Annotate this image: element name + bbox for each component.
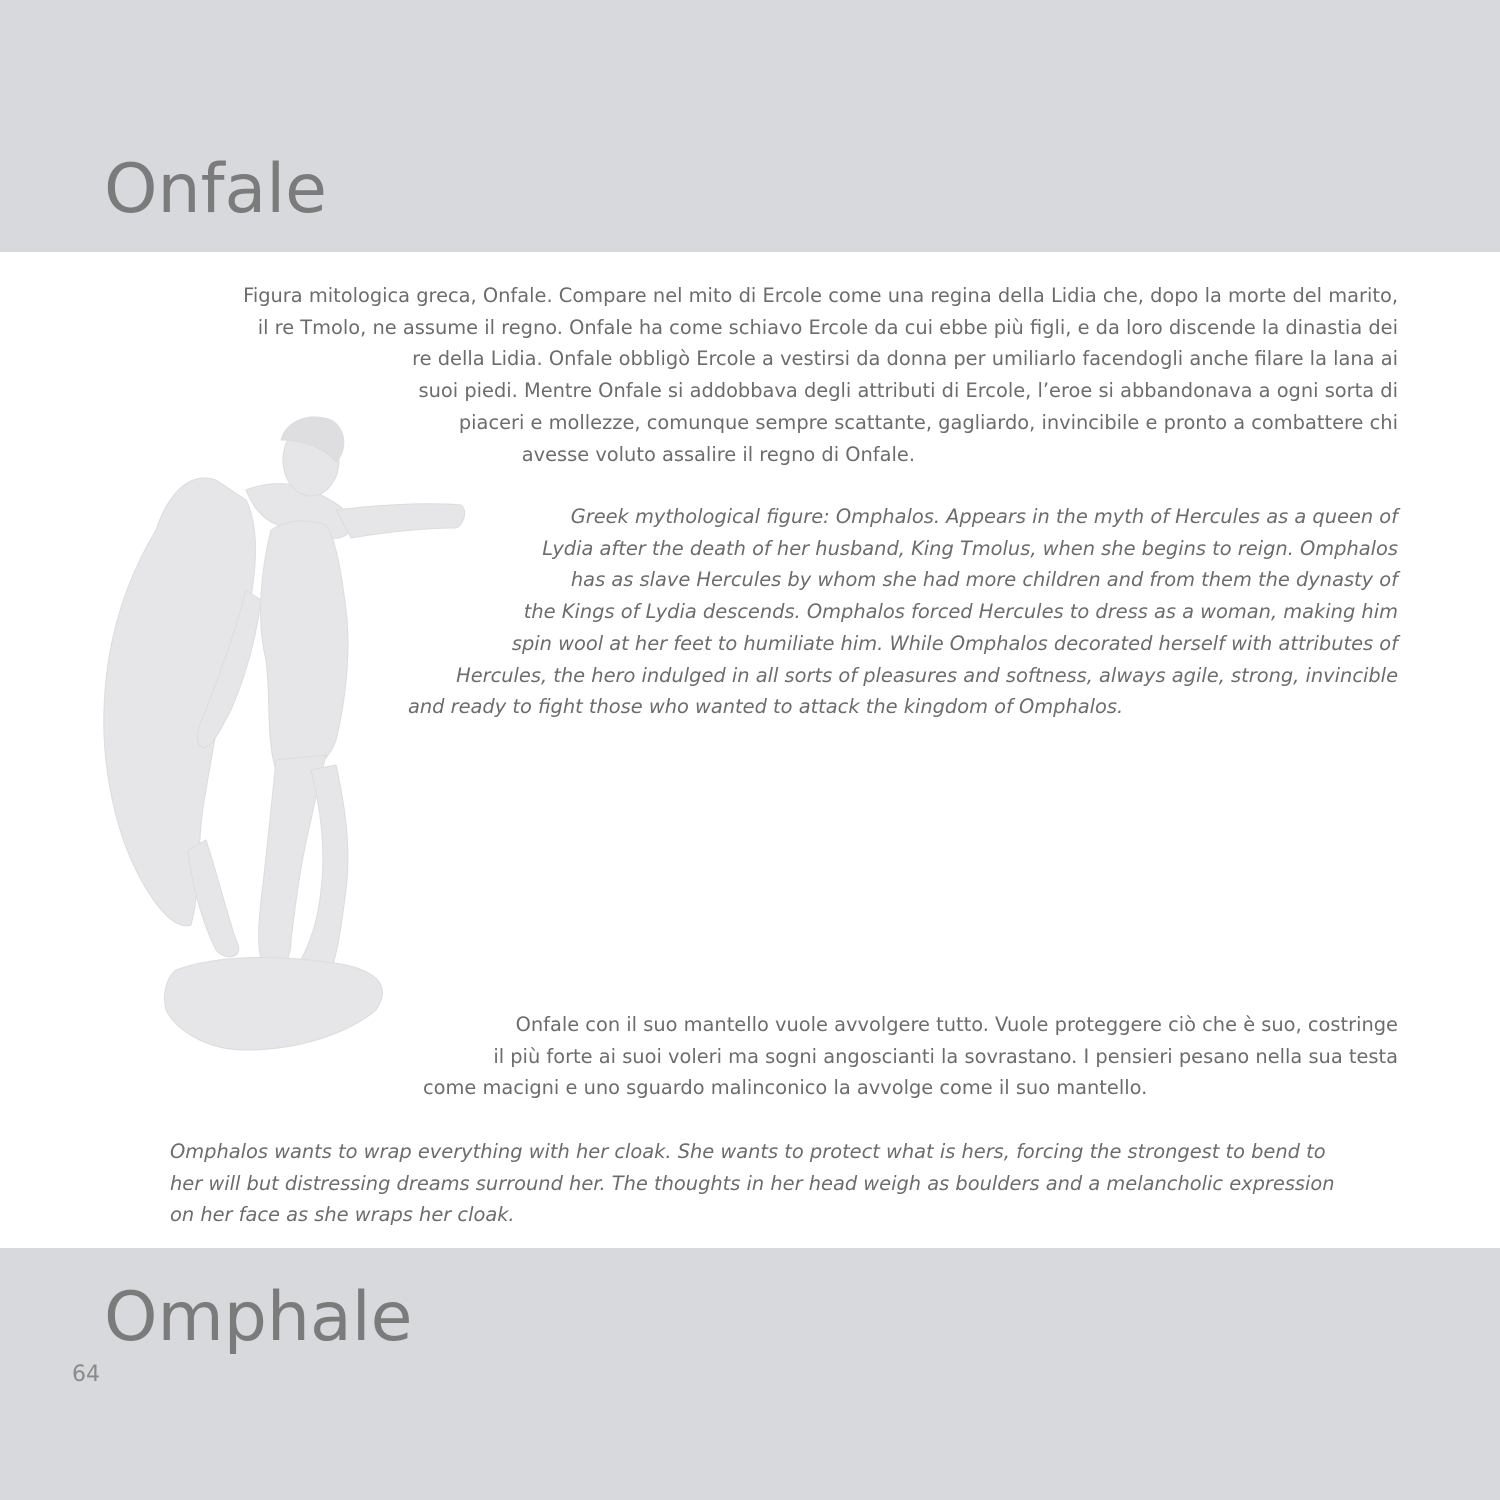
text-line: Figura mitologica greca, Onfale. Compare nel mito di Ercole come una regina della Lidia che, dopo la morte del marito,: [243, 284, 1398, 307]
text-line: her will but distressing dreams surround her. The thoughts in her head weigh as boulders and a melancholic expression: [170, 1171, 1335, 1195]
page-title: Onfale: [104, 150, 327, 229]
text-line: has as slave Hercules by whom she had more children and from them the dynasty of: [570, 568, 1398, 592]
text-line: suoi piedi. Mentre Onfale si addobbava degli attributi di Ercole, l’eroe si abbandonava a ogni sorta di: [418, 379, 1398, 403]
text-line: Greek mythological figure: Omphalos. Appears in the myth of Hercules as a queen of: [570, 505, 1398, 528]
text-line: Hercules, the hero indulged in all sorts of pleasures and softness, always agile, strong, invincible: [456, 663, 1398, 687]
italian-description: [160, 280, 1398, 470]
text-line: on her face as she wraps her cloak.: [170, 1203, 515, 1227]
text-line: the Kings of Lydia descends. Omphalos forced Hercules to dress as a woman, making him: [523, 600, 1398, 624]
header-band: [0, 0, 1500, 252]
text-line: Lydia after the death of her husband, King Tmolus, when she begins to reign. Omphalos: [542, 536, 1398, 560]
text-line: spin wool at her feet to humiliate him. While Omphalos decorated herself with attributes of: [511, 631, 1398, 655]
text-line: and ready to fight those who wanted to attack the kingdom of Omphalos.: [408, 695, 1124, 719]
footer-band: [0, 1248, 1500, 1500]
text-line: il più forte ai suoi voleri ma sogni angoscianti la sovrastano. I pensieri pesano nella sua testa: [493, 1044, 1398, 1068]
text-line: Omphalos wants to wrap everything with her cloak. She wants to protect what is hers, forcing the strongest to bend to: [170, 1140, 1326, 1163]
text-line: Onfale con il suo mantello vuole avvolgere tutto. Vuole proteggere ciò che è suo, costringe: [515, 1013, 1398, 1036]
text-line: piaceri e mollezze, comunque sempre scattante, gagliardo, invincibile e pronto a combattere chi: [458, 410, 1398, 434]
text-line: re della Lidia. Onfale obbligò Ercole a vestirsi da donna per umiliarlo facendogli anche filare la lana ai: [412, 347, 1398, 371]
text-line: avesse voluto assalire il regno di Onfale.: [521, 442, 915, 466]
english-interpretation: [170, 1136, 1398, 1231]
text-line: come macigni e uno sguardo malinconico la avvolge come il suo mantello.: [423, 1076, 1148, 1100]
text-line: il re Tmolo, ne assume il regno. Onfale ha come schiavo Ercole da cui ebbe più figli, e da loro discende la dinastia dei: [257, 315, 1398, 339]
english-description: [400, 501, 1398, 723]
page-number: 64: [72, 1362, 100, 1387]
footer-title: Omphale: [104, 1278, 413, 1357]
italian-interpretation: [400, 1009, 1398, 1104]
